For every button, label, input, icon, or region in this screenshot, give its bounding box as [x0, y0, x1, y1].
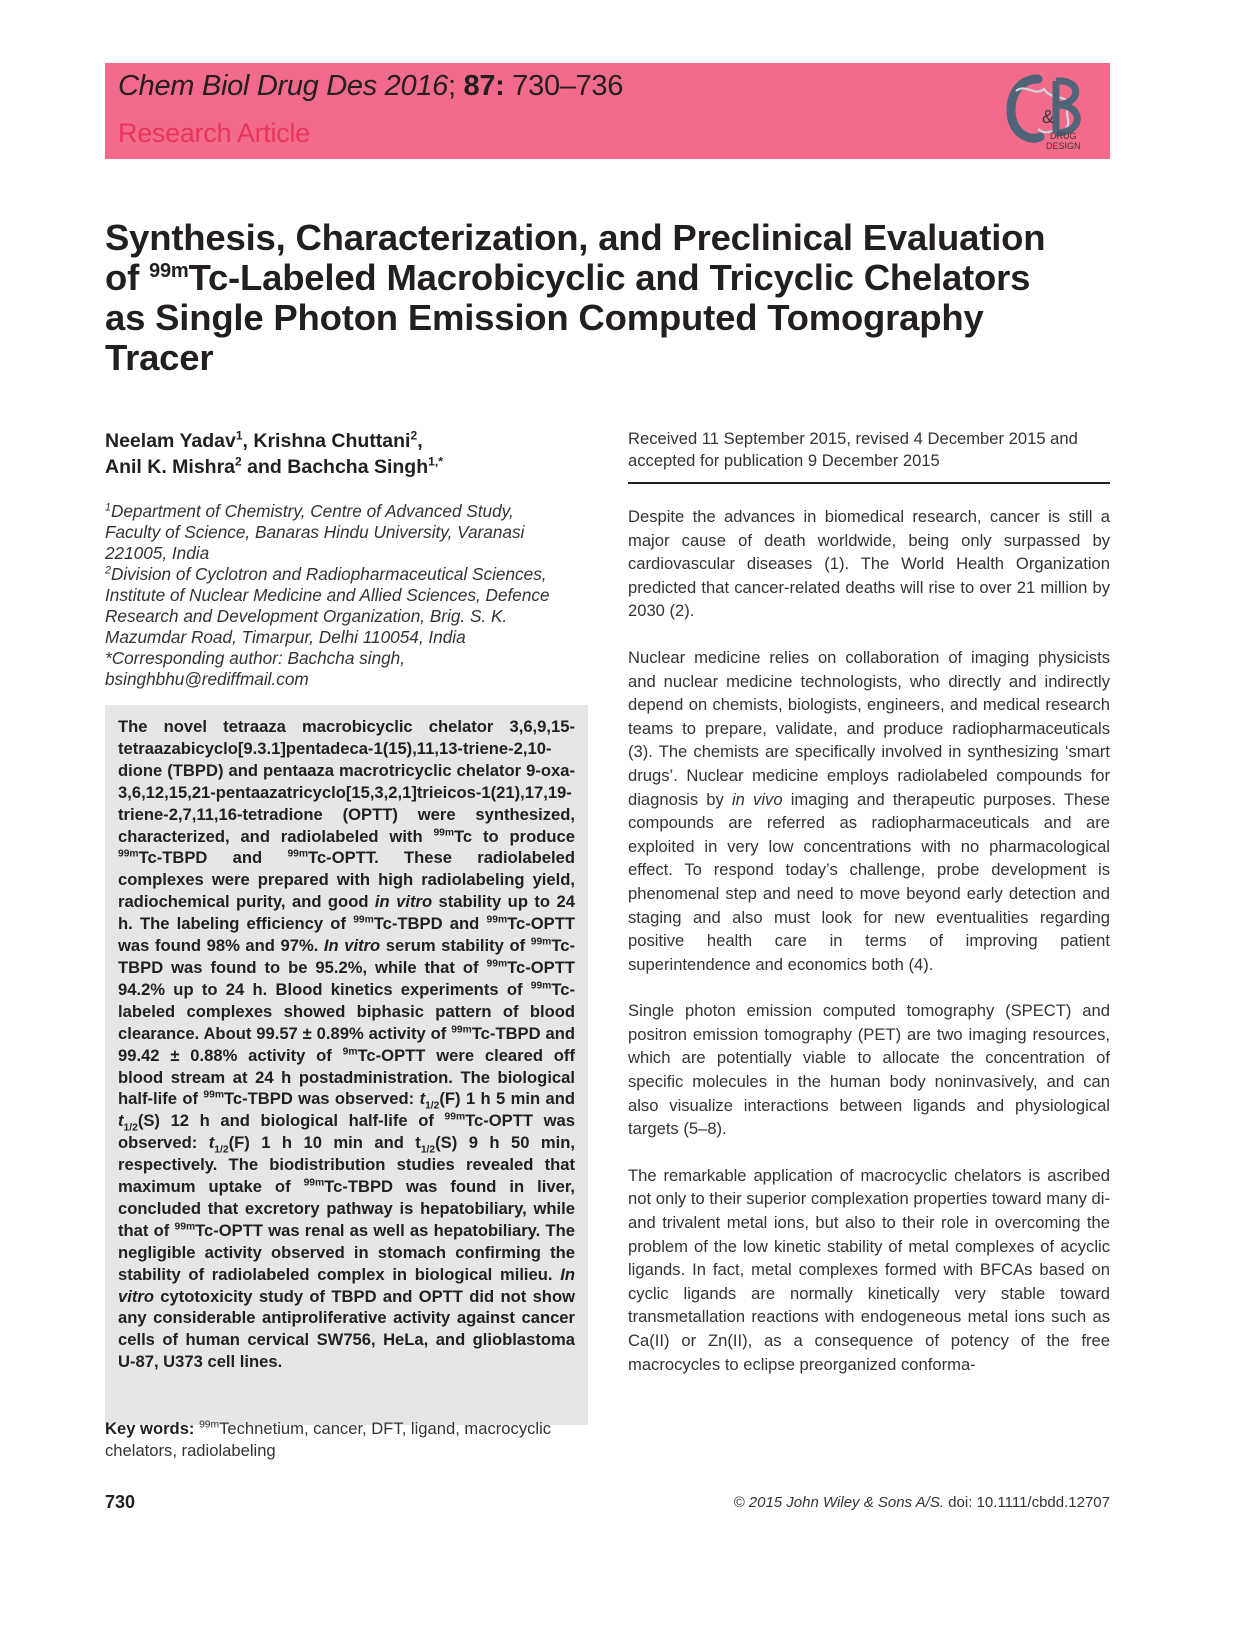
- abstract-italic: In vitro: [323, 936, 381, 956]
- isotope-sup: 99m: [118, 848, 139, 860]
- citation-separator: ;: [448, 70, 464, 102]
- abstract-segment: Tc-OPTT 94.2% up to 24 h. Blood kinetics experiments of: [118, 957, 575, 999]
- affiliation-text: Institute of Nuclear Medicine and Allied Sciences, Defence: [105, 585, 550, 605]
- abstract-segment: Tc-TBPD and: [138, 848, 288, 868]
- author-affil-sup: 2: [410, 428, 418, 443]
- abstract-segment: stability up to 24 h. The labeling efficiency of: [118, 892, 575, 934]
- author-name: Anil K. Mishra: [105, 456, 236, 478]
- abstract-segment: Tc-OPTT was found 98% and 97%.: [118, 914, 575, 956]
- abstract-segment: Tc-OPTT was observed:: [118, 1111, 576, 1153]
- affiliation-2: [105, 564, 595, 585]
- isotope-sup: 99m: [530, 980, 552, 992]
- abstract-segment: The novel tetraaza macrobicyclic chelator 3,6,9,15-tetraazabicyclo[9.3.1]pentadeca-1(15),11,13-triene-2,10-dione (TBPD) and pentaaza macrotricyclic chelator 9-oxa-3,6,12,15,21-pentaazatricyclo[15,3,2,1]trieicos-1(21),17,19-triene-2,7,11,16-tetradione (OPTT) were synthesized, characterized, and radiolabeled with: [118, 717, 575, 846]
- abstract-italic: t: [208, 1133, 215, 1153]
- svg-text:&: &: [1042, 107, 1055, 127]
- abstract-segment: serum stability of: [380, 936, 531, 956]
- affiliation-text: Research and Development Organization, Brig. S. K.: [105, 606, 508, 626]
- received-dates: Received 11 September 2015, revised 4 December 2015 and accepted for publication 9 December 2015: [628, 429, 1078, 470]
- title-line-4: Tracer: [105, 337, 214, 378]
- abstract-italic: in vitro: [374, 892, 433, 912]
- paper-title: [105, 218, 1115, 378]
- isotope-sup: 99m: [303, 1177, 325, 1189]
- affiliation-text: 221005, India: [105, 543, 210, 563]
- affiliation-1: [105, 501, 595, 522]
- isotope-sup: 99m: [530, 936, 552, 948]
- page-number: 730: [105, 1492, 136, 1512]
- abstract-segment: (F) 1 h 5 min and: [439, 1089, 575, 1109]
- abstract-segment: Tc-OPTT were cleared off blood stream at 24 h postadministration. The biological half-life of: [118, 1045, 575, 1109]
- body-paragraph: The remarkable application of macrocyclic chelators is ascribed not only to their superior complexation properties toward many di- and trivalent metal ions, but also to their role in overcoming the problem of the low kinetic stability of metal complexes of acyclic ligands. In fact, metal complexes formed with BFCAs based on cyclic ligands are normally kinetically very stable toward transmetallation reactions with endogeneous metal ions such as Ca(II) or Zn(II), as a consequence of potency of the free macrocycles to eclipse preorganized conforma-: [628, 1165, 1110, 1374]
- journal-citation: [118, 70, 623, 103]
- isotope-sup: 99m: [486, 914, 508, 926]
- journal-header-band: [105, 63, 1110, 159]
- author-separator: and: [241, 456, 288, 478]
- title-line-1: Synthesis, Characterization, and Preclinical Evaluation: [105, 217, 1046, 258]
- abstract-italic: t: [118, 1111, 124, 1131]
- copyright-text: © 2015 John Wiley & Sons A/S.: [733, 1494, 945, 1511]
- author-affil-sup: 1: [235, 428, 243, 443]
- abstract-segment: cytotoxicity study of TBPD and OPTT did not show any considerable antiproliferative activity against cancer cells of human cervical SW756, HeLa, and glioblastoma U-87, U373 cell lines.: [118, 1286, 575, 1372]
- title-line-3: as Single Photon Emission Computed Tomography: [105, 297, 984, 338]
- abstract-segment: Tc-TBPD was found to be 95.2%, while that of: [118, 936, 575, 977]
- title-line-2-prefix: of: [105, 257, 149, 298]
- corresponding-email-link[interactable]: bsinghbhu@rediffmail.com: [105, 669, 309, 689]
- author-name: Krishna Chuttani: [253, 430, 411, 452]
- abstract-text: [118, 716, 575, 1373]
- keywords-text: Technetium, cancer, DFT, ligand, macrocyclic chelators, radiolabeling: [105, 1419, 552, 1460]
- journal-pages: 730–736: [504, 70, 624, 102]
- abstract-segment: Tc-TBPD and: [373, 914, 487, 934]
- affiliation-number: 1: [105, 501, 111, 514]
- abstract-segment: (F) 1 h 10 min and t: [228, 1133, 421, 1153]
- isotope-sup: 99m: [203, 1089, 224, 1101]
- affiliation-number: 2: [105, 564, 111, 577]
- journal-logo-icon: [1004, 71, 1088, 153]
- abstract-segment: Tc-TBPD was found in liver, concluded that excretory pathway is hepatobiliary, while that of: [118, 1177, 575, 1240]
- affiliation-text: Division of Cyclotron and Radiopharmaceutical Sciences,: [110, 564, 547, 584]
- author-affil-sup: 1,*: [428, 454, 443, 469]
- abstract-segment: Tc-OPTT was renal as well as hepatobiliary. The negligible activity observed in stomach confirming the stability of radiolabeled complex in biological milieu.: [118, 1220, 575, 1284]
- abstract-segment: Tc-OPTT. These radiolabeled complexes were prepared with high radiolabeling yield, radiochemical purity, and good: [118, 848, 575, 912]
- author-name: Bachcha Singh: [287, 456, 429, 478]
- isotope-sup: 99m: [174, 1221, 196, 1233]
- abstract-segment: (S) 12 h and biological half-life of: [137, 1111, 445, 1131]
- title-line-2: Tc-Labeled Macrobicyclic and Tricyclic Chelators: [188, 257, 1031, 298]
- half-life-sub: 1/2: [420, 1144, 436, 1156]
- affiliations: [105, 501, 595, 690]
- keywords-label: Key words:: [105, 1419, 195, 1438]
- abstract-segment: Tc-TBPD and 99.42 ± 0.88% activity of: [118, 1023, 575, 1065]
- body-italic: in vivo: [731, 789, 783, 809]
- half-life-sub: 1/2: [425, 1100, 440, 1112]
- isotope-sup: 99m: [451, 1024, 472, 1036]
- author-list: [105, 428, 595, 480]
- doi-link[interactable]: doi: 10.1111/cbdd.12707: [944, 1494, 1110, 1511]
- journal-name: Chem Biol Drug Des 2016: [118, 70, 448, 102]
- body-segment: imaging and therapeutic purposes. These compounds are referred as radiopharmaceuticals and are exploited in very low concentrations with no pharmacological effect. To respond today’s challenge, probe development is phenomenal step and need to move beyond early detection and staging and also must look for new eventualities regarding positive health care in terms of improving patient superintendence and economics both (4).: [628, 789, 1110, 974]
- abstract-segment: Tc-labeled complexes showed biphasic pattern of blood clearance. About 99.57 ± 0.89% activity of: [118, 979, 575, 1043]
- abstract-segment: (S) 9 h 50 min, respectively. The biodistribution studies revealed that maximum uptake of: [118, 1133, 575, 1197]
- copyright-doi: [734, 1494, 1110, 1511]
- isotope-sup: 99m: [199, 1419, 220, 1431]
- body-paragraph: Single photon emission computed tomography (SPECT) and positron emission tomography (PET) are two imaging resources, which are potentially viable to allocate the concentration of specific molecules in the human body noninvasively, and can also visualize interactions between ligands and physiological targets (5–8).: [628, 1001, 1110, 1139]
- isotope-sup: 9m: [342, 1046, 358, 1058]
- keywords: [105, 1418, 590, 1462]
- title-isotope-superscript: 99m: [149, 259, 189, 282]
- body-text-column: [628, 505, 1110, 1399]
- corresponding-author: *Corresponding author: Bachcha singh,: [105, 648, 406, 668]
- abstract-segment: Tc-TBPD was observed:: [223, 1089, 420, 1109]
- abstract-italic: In vitro: [118, 1264, 575, 1306]
- isotope-sup: 99m: [444, 1111, 466, 1123]
- body-paragraph: [628, 646, 1110, 976]
- article-type-label: Research Article: [118, 118, 310, 148]
- body-paragraph: Despite the advances in biomedical research, cancer is still a major cause of death worldwide, being only surpassed by cardiovascular diseases (1). The World Health Organization predicted that cancer-related deaths will rise to over 21 million by 2030 (2).: [628, 507, 1110, 621]
- body-segment: Nuclear medicine relies on collaboration of imaging physicists and nuclear medicine technologists, who directly and indirectly depend on chemists, biologists, engineers, and medical research teams to prepare, validate, and produce radiopharmaceuticals (3). The chemists are specifically involved in synthesizing ‘smart drugs’. Nuclear medicine employs radiolabeled compounds for diagnosis by: [628, 647, 1110, 809]
- half-life-sub: 1/2: [123, 1122, 138, 1134]
- svg-text:DESIGN: DESIGN: [1046, 141, 1081, 151]
- author-separator: ,: [242, 430, 254, 452]
- isotope-sup: 99m: [433, 827, 455, 838]
- author-affil-sup: 2: [235, 454, 242, 469]
- abstract-box: [105, 705, 588, 1425]
- author-separator: ,: [417, 430, 423, 452]
- isotope-sup: 99m: [287, 848, 309, 860]
- affiliation-text: Mazumdar Road, Timarpur, Delhi 110054, India: [105, 627, 466, 647]
- abstract-italic: t: [419, 1089, 426, 1109]
- divider-rule: [628, 482, 1110, 484]
- author-name: Neelam Yadav: [105, 430, 236, 452]
- affiliation-text: Department of Chemistry, Centre of Advanced Study,: [110, 501, 514, 521]
- svg-text:DRUG: DRUG: [1050, 131, 1077, 141]
- half-life-sub: 1/2: [214, 1144, 229, 1156]
- isotope-sup: 99m: [353, 914, 374, 926]
- affiliation-text: Faculty of Science, Banaras Hindu University, Varanasi: [105, 522, 525, 542]
- abstract-segment: Tc to produce: [454, 826, 575, 846]
- isotope-sup: 99m: [486, 958, 508, 970]
- journal-volume: 87:: [463, 70, 505, 102]
